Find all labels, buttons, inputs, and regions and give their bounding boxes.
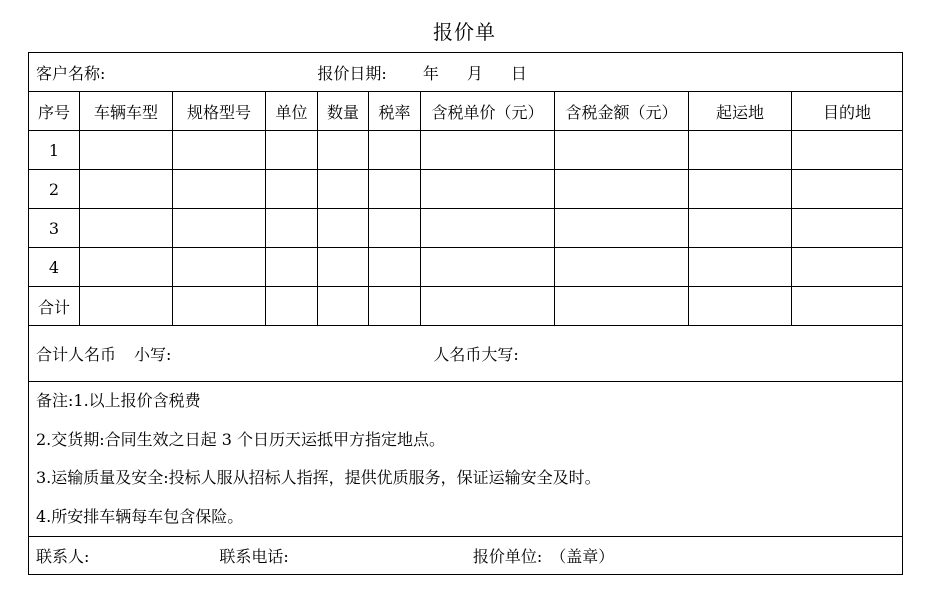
table-row [29, 209, 903, 248]
table-cell[interactable] [318, 209, 369, 248]
quote-unit-label: 报价单位: [472, 547, 543, 566]
contact-row [29, 537, 903, 575]
total-amount-row [29, 326, 903, 382]
table-cell[interactable] [173, 170, 266, 209]
col-header-no: 序号 [29, 92, 80, 131]
table-cell[interactable] [173, 248, 266, 287]
table-cell[interactable] [555, 287, 689, 326]
row-number: 4 [29, 248, 80, 287]
header-info-cell [29, 53, 903, 92]
quote-form-table [28, 52, 903, 575]
table-cell[interactable] [792, 209, 903, 248]
customer-name-label: 客户名称: [36, 63, 106, 83]
table-cell[interactable] [555, 170, 689, 209]
row-number: 1 [29, 131, 80, 170]
date-year-label: 年 [422, 63, 439, 83]
table-cell[interactable] [369, 170, 421, 209]
contact-cell [29, 537, 903, 575]
col-header-unit-price: 含税单价（元） [421, 92, 555, 131]
table-cell[interactable] [689, 131, 792, 170]
contact-person-label: 联系人: [36, 547, 90, 566]
col-header-unit: 单位 [266, 92, 318, 131]
table-cell[interactable] [421, 248, 555, 287]
table-cell[interactable] [555, 209, 689, 248]
header-info-row [29, 53, 903, 92]
table-cell[interactable] [421, 209, 555, 248]
date-month-label: 月 [466, 63, 483, 83]
table-cell[interactable] [173, 209, 266, 248]
table-cell[interactable] [689, 248, 792, 287]
table-cell[interactable] [421, 131, 555, 170]
notes-row [29, 382, 903, 537]
table-cell[interactable] [266, 287, 318, 326]
table-row [29, 248, 903, 287]
row-number: 3 [29, 209, 80, 248]
table-cell[interactable] [689, 287, 792, 326]
table-cell[interactable] [80, 248, 173, 287]
table-cell[interactable] [80, 287, 173, 326]
table-cell[interactable] [792, 248, 903, 287]
table-cell[interactable] [80, 209, 173, 248]
col-header-origin: 起运地 [689, 92, 792, 131]
note-line: 4.所安排车辆每车包含保险。 [36, 506, 244, 526]
col-header-spec-model: 规格型号 [173, 92, 266, 131]
table-cell[interactable] [689, 209, 792, 248]
table-row [29, 170, 903, 209]
note-line: 3.运输质量及安全:投标人服从招标人指挥，提供优质服务，保证运输安全及时。 [36, 468, 601, 487]
notes-cell [29, 382, 903, 537]
table-cell[interactable] [173, 131, 266, 170]
table-cell[interactable] [266, 209, 318, 248]
table-cell[interactable] [689, 170, 792, 209]
table-cell[interactable] [266, 170, 318, 209]
table-cell[interactable] [369, 209, 421, 248]
table-cell[interactable] [173, 287, 266, 326]
total-row-label: 合计 [29, 287, 80, 326]
row-number: 2 [29, 170, 80, 209]
table-cell[interactable] [318, 170, 369, 209]
col-header-amount: 含税金额（元） [555, 92, 689, 131]
table-cell[interactable] [80, 131, 173, 170]
big-amount-label: 人名币大写: [433, 345, 519, 364]
seal-label: （盖章） [550, 547, 615, 566]
table-cell[interactable] [792, 170, 903, 209]
table-row [29, 131, 903, 170]
column-header-row [29, 92, 903, 131]
table-cell[interactable] [318, 287, 369, 326]
table-cell[interactable] [792, 287, 903, 326]
table-cell[interactable] [80, 170, 173, 209]
table-cell[interactable] [369, 248, 421, 287]
table-cell[interactable] [421, 287, 555, 326]
table-cell[interactable] [369, 131, 421, 170]
note-line: 2.交货期:合同生效之日起 3 个日历天运抵甲方指定地点。 [36, 429, 446, 449]
total-rmb-label: 合计人名币 [36, 345, 117, 364]
table-cell[interactable] [369, 287, 421, 326]
contact-phone-label: 联系电话: [219, 547, 289, 566]
note-line: 备注:1.以上报价含税费 [36, 391, 201, 410]
table-cell[interactable] [266, 248, 318, 287]
col-header-tax-rate: 税率 [369, 92, 421, 131]
table-cell[interactable] [318, 131, 369, 170]
date-day-label: 日 [510, 63, 527, 83]
small-amount-label: 小写: [134, 345, 172, 364]
quote-date-label: 报价日期: [317, 63, 387, 83]
col-header-vehicle-type: 车辆车型 [80, 92, 173, 131]
table-cell[interactable] [318, 248, 369, 287]
total-row [29, 287, 903, 326]
table-cell[interactable] [266, 131, 318, 170]
table-cell[interactable] [792, 131, 903, 170]
col-header-quantity: 数量 [318, 92, 369, 131]
page-title: 报价单 [433, 20, 496, 44]
total-amount-cell [29, 326, 903, 382]
table-cell[interactable] [421, 170, 555, 209]
table-cell[interactable] [555, 248, 689, 287]
col-header-destination: 目的地 [792, 92, 903, 131]
table-cell[interactable] [555, 131, 689, 170]
